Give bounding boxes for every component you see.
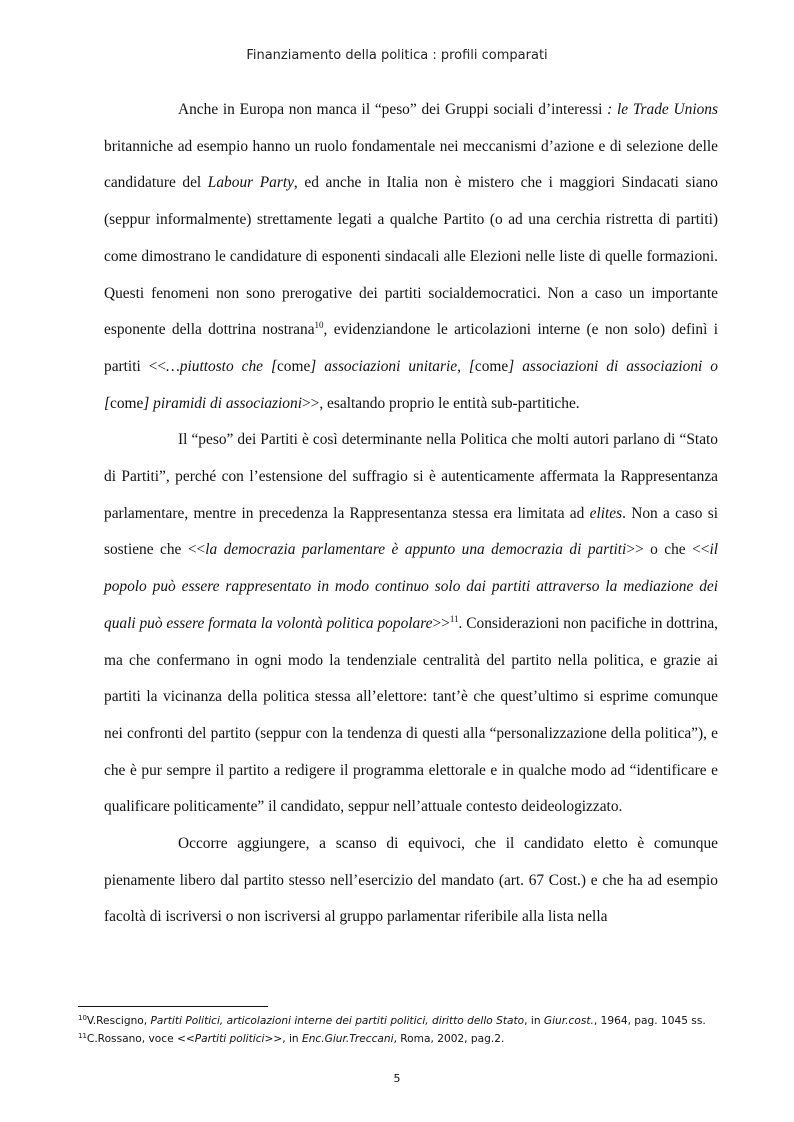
footnote-separator <box>78 1006 268 1007</box>
footnote-ref-11[interactable]: 11 <box>449 613 459 624</box>
paragraph-1: Anche in Europa non manca il “peso” dei Gruppi sociali d’interessi : le Trade Unions britanniche ad esempio hanno un ruolo fondamentale nei meccanismi d’azione e di selezione delle candidature del Labour Party, ed anche in Italia non è mistero che i maggiori Sindacati siano (seppur informalmente) strettamente legati a qualche Partito (o ad una cerchia ristretta di partiti) come dimostrano le candidature di esponenti sindacali alle Elezioni nelle liste di quelle formazioni. Questi fenomeni non sono prerogative dei partiti socialdemocratici. Non a caso un importante esponente della dottrina nostrana$^{10}$, evidenziandone le articolazioni interne (e non solo) definì i partiti <<…piuttosto che [come] associazioni unitarie, [come] associazioni di associazioni o [come] piramidi di associazioni>>, esaltando proprio le entità sub-partitiche. <box>104 101 719 412</box>
paragraph-2: Il “peso” dei Partiti è così determinante nella Politica che molti autori parlano di “Stato di Partiti”, perché con l’estensione del suffragio si è autenticamente affermata la Rappresentanza parlamentare, mentre in precedenza la Rappresentanza stessa era limitata ad elites. Non a caso si sostiene che <<la democrazia parlamentare è appunto una democrazia di partiti>> o che <<il popolo può essere rappresentato in modo continuo solo dai partiti attraverso la mediazione dei quali può essere formata la volontà politica popolare>>$^{11}$. Considerazioni non pacifiche in dottrina, ma che confermano in ogni modo la tendenziale centralità del partito nella politica, e grazie ai partiti la vicinanza della politica stessa all’elettore: tant’è che quest’ultimo si esprime comunque nei confronti del partito (seppur con la tendenza di questi alla “personalizzazione della politica”), e che è pur sempre il partito a redigere il programma elettorale e in qualche modo ad “identificare e qualificare politicamente” il candidato, seppur nell’attuale contesto deideologizzato. <box>104 431 719 816</box>
footnote-10: $^{10}$V.Rescigno, Partiti Politici, articolazioni interne dei partiti politici, diritto dello Stato, in Giur.cost., 1964, pag. 1045 ss. <box>78 1014 706 1027</box>
footnotes <box>78 1012 738 1048</box>
paragraph-3: Occorre aggiungere, a scanso di equivoci, che il candidato eletto è comunque pienamente libero dal partito stesso nell’esercizio del mandato (art. 67 Cost.) e che ha ad esempio facoltà di iscriversi o non iscriversi al gruppo parlamentar riferibile alla lista nella <box>104 835 718 926</box>
footnote-ref-10[interactable]: 10 <box>314 320 324 331</box>
footnote-11: $^{11}$C.Rossano, voce <<Partiti politici>>, in Enc.Giur.Treccani, Roma, 2002, pag.2. <box>78 1032 505 1045</box>
body-text <box>104 92 718 936</box>
running-header: Finanziamento della politica : profili comparati <box>246 48 548 63</box>
page-number: 5 <box>393 1072 401 1085</box>
